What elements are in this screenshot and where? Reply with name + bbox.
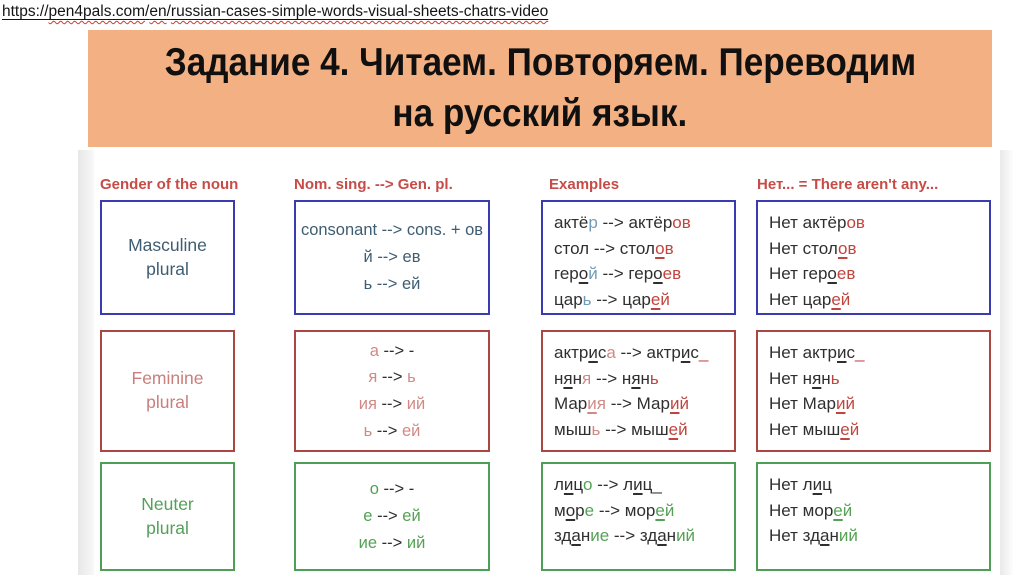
feminine-examples: актриса --> актрис_ няня --> нянь Мария --> Марий мышь --> мышей — [554, 343, 709, 439]
masculine-net-list: Нет актёров Нет столов Нет героев Нет царей — [769, 213, 865, 309]
header-gender: Gender of the noun — [100, 176, 239, 193]
neuter-net-box — [756, 462, 991, 571]
masculine-examples: актёр --> актёров стол --> столов герой --> героев царь --> царей — [554, 213, 691, 309]
feminine-net-box — [756, 330, 991, 452]
masculine-examples-box — [541, 200, 736, 315]
feminine-rules-box — [294, 330, 490, 452]
neuter-net-list: Нет лиц Нет морей Нет зданий — [769, 475, 858, 545]
table-right-edge-shade — [1000, 150, 1013, 575]
slide-title-line1: Задание 4. Читаем. Повторяем. Переводим — [164, 40, 916, 84]
neuter-examples: лицо --> лиц_ море --> морей здание --> зданий — [554, 475, 696, 545]
header-net: Нет... = There aren't any... — [757, 176, 939, 193]
source-url-link[interactable]: https://pen4pals.com/en/russian-cases-simple-words-visual-sheets-chatrs-video — [2, 3, 549, 20]
feminine-examples-box — [541, 330, 736, 452]
neuter-gender-label: Neuter plural — [141, 493, 194, 538]
neuter-gender-box — [100, 462, 235, 571]
masculine-gender-label: Masculine plural — [128, 234, 207, 279]
table-left-edge-shade — [78, 150, 94, 575]
feminine-net-list: Нет актрис_ Нет нянь Нет Марий Нет мышей — [769, 343, 865, 439]
neuter-rules-box — [294, 462, 490, 571]
header-examples: Examples — [549, 176, 620, 193]
feminine-gender-box — [100, 330, 235, 452]
feminine-rules: а --> - я --> ь ия --> ий ь --> ей — [358, 341, 426, 440]
masculine-rules-box — [294, 200, 490, 315]
title-banner — [88, 30, 992, 147]
masculine-gender-box — [100, 200, 235, 315]
masculine-rules: consonant --> cons. + ов й --> ев ь --> ей — [300, 221, 484, 293]
header-rule: Nom. sing. --> Gen. pl. — [294, 176, 453, 193]
masculine-net-box — [756, 200, 991, 315]
neuter-rules: о --> - е --> ей ие --> ий — [358, 480, 426, 552]
feminine-gender-label: Feminine plural — [131, 368, 204, 412]
neuter-examples-box — [541, 462, 736, 571]
slide-title-line2: на русский язык. — [392, 91, 688, 135]
